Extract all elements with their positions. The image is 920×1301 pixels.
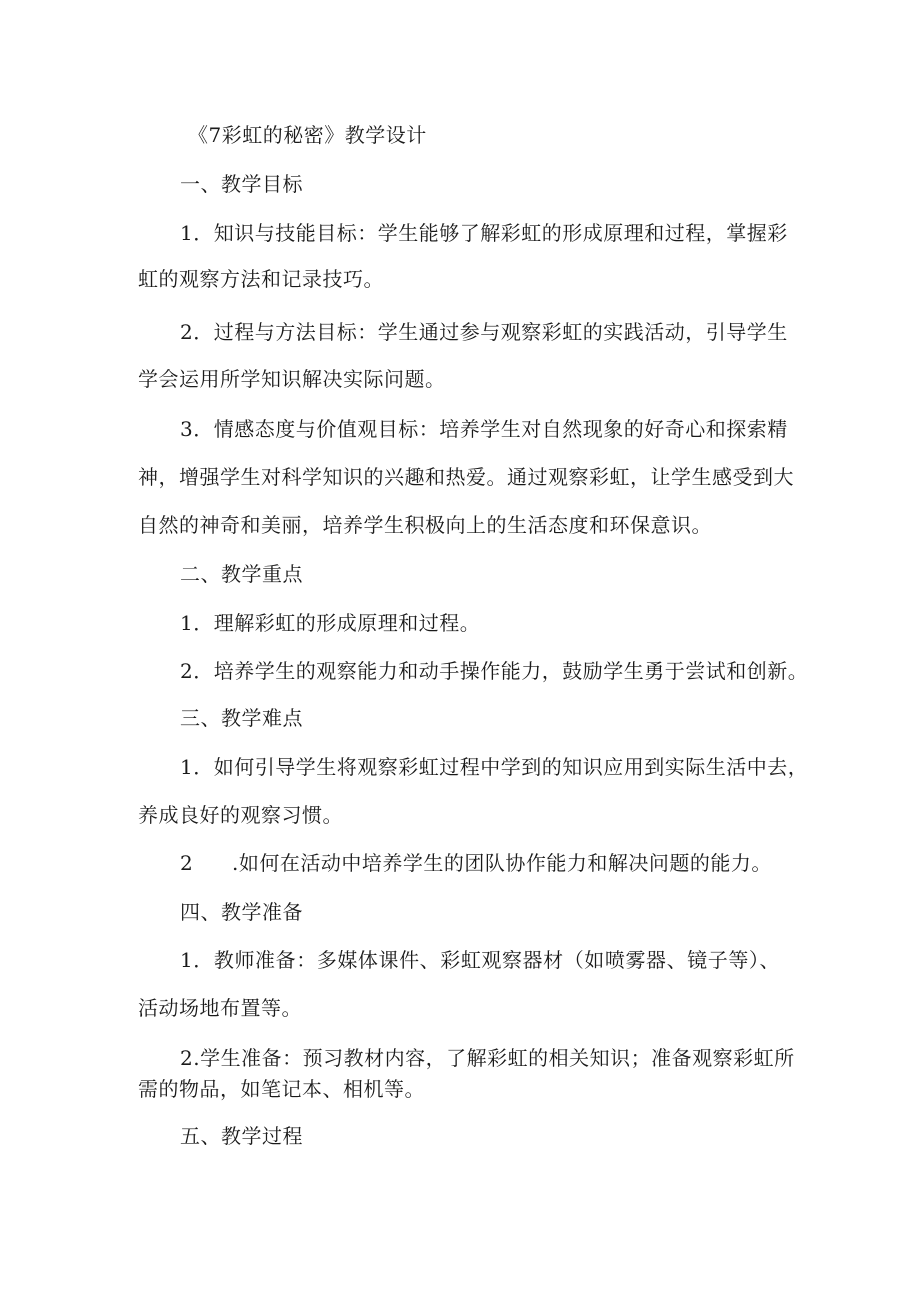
section-heading-process: 五、教学过程 — [180, 1124, 303, 1148]
difficulty-1-line-1: 1．如何引导学生将观察彩虹过程中学到的知识应用到实际生活中去， — [180, 755, 809, 779]
key-point-1: 1．理解彩虹的形成原理和过程。 — [180, 611, 481, 635]
section-heading-preparation: 四、教学准备 — [180, 900, 303, 924]
preparation-2-line-1: 2.学生准备：预习教材内容，了解彩虹的相关知识；准备观察彩虹所 — [180, 1046, 795, 1070]
key-point-2: 2．培养学生的观察能力和动手操作能力，鼓励学生勇于尝试和创新。 — [180, 659, 809, 683]
section-heading-key-points: 二、教学重点 — [180, 562, 303, 586]
objective-1-line-1: 1．知识与技能目标：学生能够了解彩虹的形成原理和过程，掌握彩 — [180, 221, 788, 245]
document-title: 《7彩虹的秘密》教学设计 — [188, 123, 427, 147]
objective-2-line-2: 学会运用所学知识解决实际问题。 — [138, 367, 446, 391]
objective-3-line-2: 神，增强学生对科学知识的兴趣和热爱。通过观察彩虹，让学生感受到大 — [138, 465, 794, 489]
objective-2-line-1: 2．过程与方法目标：学生通过参与观察彩虹的实践活动，引导学生 — [180, 320, 788, 344]
objective-3-line-3: 自然的神奇和美丽，培养学生积极向上的生活态度和环保意识。 — [138, 513, 712, 537]
objective-3-line-1: 3．情感态度与价值观目标：培养学生对自然现象的好奇心和探索精 — [180, 417, 788, 441]
preparation-1-line-1: 1．教师准备：多媒体课件、彩虹观察器材（如喷雾器、镜子等）、 — [180, 948, 780, 972]
difficulty-1-line-2: 养成良好的观察习惯。 — [138, 803, 343, 827]
difficulty-2-text: .如何在活动中培养学生的团队协作能力和解决问题的能力。 — [232, 851, 772, 875]
section-heading-difficulties: 三、教学难点 — [180, 706, 303, 730]
section-heading-objectives: 一、教学目标 — [180, 172, 303, 196]
difficulty-2-number: 2 — [180, 851, 194, 875]
objective-1-line-2: 虹的观察方法和记录技巧。 — [138, 267, 384, 291]
preparation-1-line-2: 活动场地布置等。 — [138, 996, 302, 1020]
preparation-2-line-2: 需的物品，如笔记本、相机等。 — [138, 1077, 425, 1101]
